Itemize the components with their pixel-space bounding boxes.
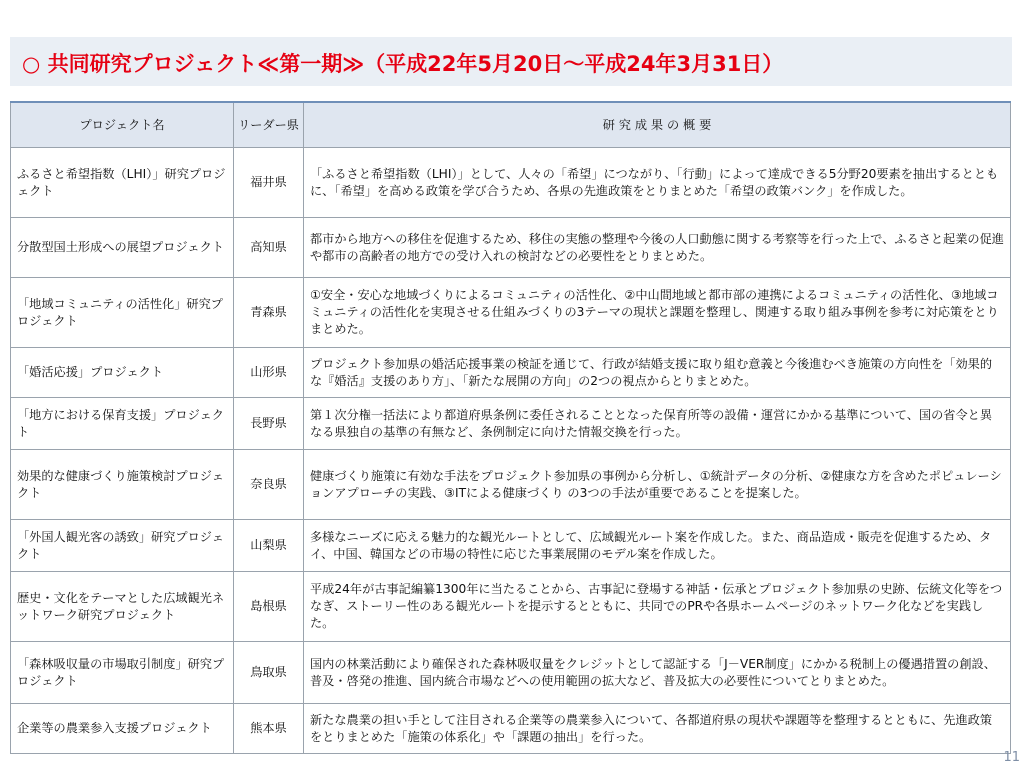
table-row — [11, 218, 1011, 278]
project-name-cell: 企業等の農業参入支援プロジェクト — [11, 704, 234, 754]
summary-cell: 新たな農業の担い手として注目される企業等の農業参入について、各都道府県の現状や課題等を整理するとともに、先進政策をとりまとめた「施策の体系化」や「課題の抽出」を行った。 — [304, 704, 1011, 754]
leader-pref-cell: 山梨県 — [234, 520, 304, 572]
summary-cell: 健康づくり施策に有効な手法をプロジェクト参加県の事例から分析し、①統計データの分析、②健康な方を含めたポピュレーションアプローチの実践、③ITによる健康づくり の3つの手法が重要であることを提案した。 — [304, 450, 1011, 520]
page-number: 11 — [1003, 750, 1020, 765]
project-name-cell: 「婚活応援」プロジェクト — [11, 348, 234, 398]
slide-title: ○ 共同研究プロジェクト≪第一期≫（平成22年5月20日～平成24年3月31日） — [22, 52, 784, 76]
leader-pref-cell: 山形県 — [234, 348, 304, 398]
table-row — [11, 572, 1011, 642]
header-project-name: プロジェクト名 — [11, 102, 234, 148]
summary-cell: 多様なニーズに応える魅力的な観光ルートとして、広域観光ルート案を作成した。また、商品造成・販売を促進するため、タイ、中国、韓国などの市場の特性に応じた事業展開のモデル案を作成した。 — [304, 520, 1011, 572]
table-row — [11, 398, 1011, 450]
leader-pref-cell: 高知県 — [234, 218, 304, 278]
summary-cell: 国内の林業活動により確保された森林吸収量をクレジットとして認証する「J－VER制度」にかかる税制上の優遇措置の創設、普及・啓発の推進、国内統合市場などへの使用範囲の拡大など、普及拡大の必要性についてとりまとめた。 — [304, 642, 1011, 704]
table-header-row — [11, 102, 1011, 148]
leader-pref-cell: 奈良県 — [234, 450, 304, 520]
leader-pref-cell: 鳥取県 — [234, 642, 304, 704]
table-row — [11, 642, 1011, 704]
project-name-cell: ふるさと希望指数（LHI）」研究プロジェクト — [11, 148, 234, 218]
project-name-cell: 「外国人観光客の誘致」研究プロジェクト — [11, 520, 234, 572]
leader-pref-cell: 福井県 — [234, 148, 304, 218]
leader-pref-cell: 島根県 — [234, 572, 304, 642]
project-name-cell: 「地方における保育支援」プロジェクト — [11, 398, 234, 450]
leader-pref-cell: 長野県 — [234, 398, 304, 450]
table-row — [11, 278, 1011, 348]
table-row — [11, 148, 1011, 218]
summary-cell: 「ふるさと希望指数（LHI）」として、人々の「希望」につながり、「行動」によって達成できる5分野20要素を抽出するとともに、「希望」を高める政策を学び合うため、各県の先進政策をとりまとめた「希望の政策バンク」を作成した。 — [304, 148, 1011, 218]
header-leader-pref: リーダー県 — [234, 102, 304, 148]
summary-cell: 平成24年が古事記編纂1300年に当たることから、古事記に登場する神話・伝承とプロジェクト参加県の史跡、伝統文化等をつなぎ、ストーリー性のある観光ルートを提示するとともに、共同でのPRや各県ホームページのネットワーク化などを実践した。 — [304, 572, 1011, 642]
project-name-cell: 「森林吸収量の市場取引制度」研究プロジェクト — [11, 642, 234, 704]
table-row — [11, 520, 1011, 572]
summary-cell: 都市から地方への移住を促進するため、移住の実態の整理や今後の人口動態に関する考察等を行った上で、ふるさと起業の促進や都市の高齢者の地方での受け入れの検討などの必要性をとりまとめた。 — [304, 218, 1011, 278]
table-row — [11, 450, 1011, 520]
header-summary: 研 究 成 果 の 概 要 — [304, 102, 1011, 148]
table-row — [11, 348, 1011, 398]
summary-cell: 第１次分権一括法により都道府県条例に委任されることとなった保育所等の設備・運営にかかる基準について、国の省令と異なる県独自の基準の有無など、条例制定に向けた情報交換を行った。 — [304, 398, 1011, 450]
summary-cell: プロジェクト参加県の婚活応援事業の検証を通じて、行政が結婚支援に取り組む意義と今後進むべき施策の方向性を「効果的な『婚活』支援のあり方」、「新たな展開の方向」の2つの視点からとりまとめた。 — [304, 348, 1011, 398]
project-name-cell: 「地域コミュニティの活性化」研究プロジェクト — [11, 278, 234, 348]
project-name-cell: 歴史・文化をテーマとした広域観光ネットワーク研究プロジェクト — [11, 572, 234, 642]
project-name-cell: 効果的な健康づくり施策検討プロジェクト — [11, 450, 234, 520]
summary-cell: ①安全・安心な地域づくりによるコミュニティの活性化、②中山間地域と都市部の連携によるコミュニティの活性化、③地域コミュニティの活性化を実現させる仕組みづくりの3テーマの現状と課題を整理し、関連する取り組み事例を参考に対応策をとりまとめた。 — [304, 278, 1011, 348]
leader-pref-cell: 熊本県 — [234, 704, 304, 754]
table-row — [11, 704, 1011, 754]
project-table — [10, 101, 1011, 754]
project-name-cell: 分散型国土形成への展望プロジェクト — [11, 218, 234, 278]
leader-pref-cell: 青森県 — [234, 278, 304, 348]
